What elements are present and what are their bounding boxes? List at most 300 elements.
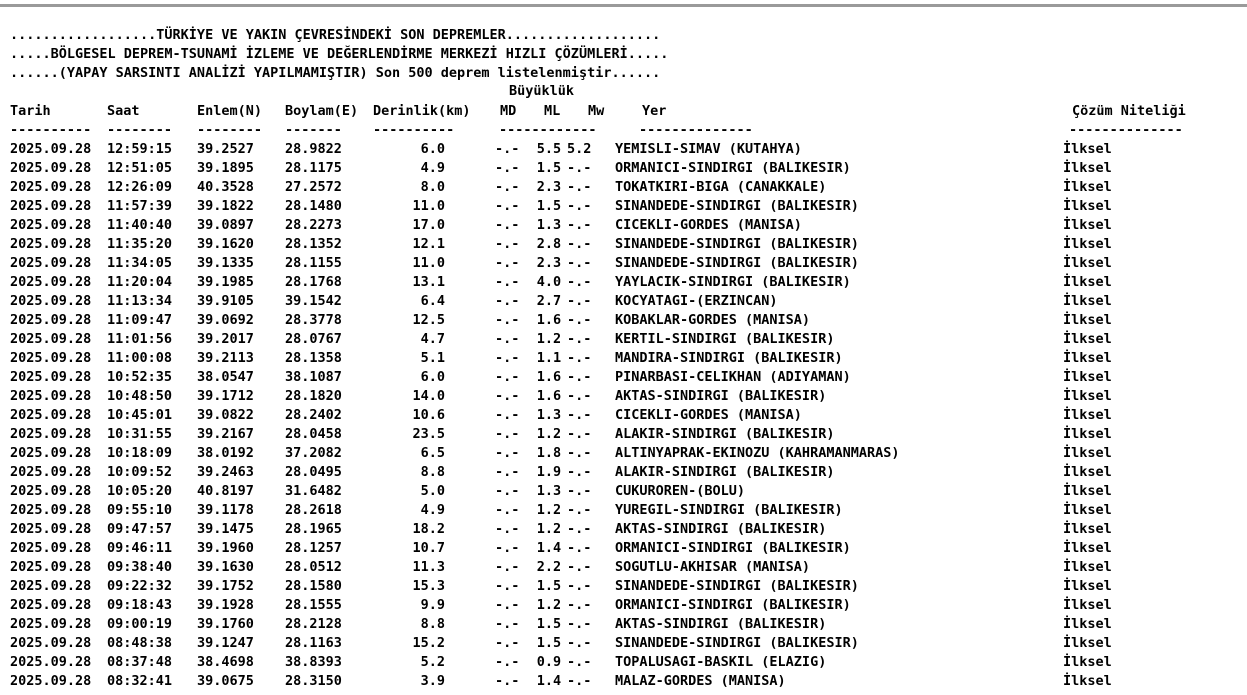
cell-cozum: İlksel	[1063, 312, 1112, 328]
magnitude-group-label: Büyüklük	[509, 83, 575, 99]
cell-cozum: İlksel	[1063, 426, 1112, 442]
cell-ml: 1.6	[536, 369, 562, 385]
cell-yer: SINANDEDE-SINDIRGI (BALIKESIR)	[615, 255, 859, 271]
cell-derinlik: 14.0	[412, 388, 445, 404]
cell-yer: KOCYATAGI-(ERZINCAN)	[615, 293, 778, 309]
cell-cozum: İlksel	[1063, 274, 1112, 290]
cell-ml: 1.5	[536, 198, 562, 214]
cell-enlem: 39.2463	[197, 464, 254, 480]
cell-enlem: 39.2167	[197, 426, 254, 442]
cell-enlem: 38.0192	[197, 445, 254, 461]
cell-boylam: 28.2402	[285, 407, 342, 423]
cell-enlem: 39.0692	[197, 312, 254, 328]
notice-line: ......(YAPAY SARSINTI ANALİZİ YAPILMAMIŞTIR) Son 500 deprem listelenmiştir......	[10, 65, 661, 81]
cell-tarih: 2025.09.28	[10, 654, 92, 670]
col-md: MD	[500, 103, 517, 119]
cell-md: -.-	[495, 255, 520, 271]
cell-ml: 1.3	[536, 217, 562, 233]
cell-enlem: 39.2527	[197, 141, 254, 157]
cell-enlem: 39.1178	[197, 502, 254, 518]
column-header-row	[10, 102, 1192, 121]
cell-enlem: 39.1822	[197, 198, 254, 214]
cell-boylam: 27.2572	[285, 179, 342, 195]
cell-cozum: İlksel	[1063, 578, 1112, 594]
cell-cozum: İlksel	[1063, 654, 1112, 670]
cell-ml: 2.8	[536, 236, 562, 252]
cell-boylam: 28.2618	[285, 502, 342, 518]
cell-derinlik: 5.2	[420, 654, 445, 670]
cell-tarih: 2025.09.28	[10, 483, 92, 499]
cell-saat: 08:48:38	[107, 635, 173, 651]
col-boylam: Boylam(E)	[285, 103, 359, 119]
cell-saat: 10:45:01	[107, 407, 173, 423]
cell-tarih: 2025.09.28	[10, 198, 92, 214]
cell-enlem: 39.1928	[197, 597, 254, 613]
cell-yer: AKTAS-SINDIRGI (BALIKESIR)	[615, 521, 827, 537]
table-row	[10, 425, 1192, 444]
cell-mw: -.-	[567, 331, 592, 347]
sep-derinlik: ----------	[373, 122, 455, 138]
cell-cozum: İlksel	[1063, 616, 1112, 632]
cell-ml: 1.5	[536, 578, 562, 594]
cell-mw: -.-	[567, 502, 592, 518]
cell-yer: SINANDEDE-SINDIRGI (BALIKESIR)	[615, 198, 859, 214]
earthquake-listing	[10, 26, 1192, 691]
subtitle-line: .....BÖLGESEL DEPREM-TSUNAMİ İZLEME VE DEĞERLENDİRME MERKEZİ HIZLI ÇÖZÜMLERİ.....	[10, 46, 669, 62]
cell-ml: 1.1	[536, 350, 562, 366]
col-ml: ML	[544, 103, 561, 119]
cell-enlem: 39.1752	[197, 578, 254, 594]
cell-yer: ORMANICI-SINDIRGI (BALIKESIR)	[615, 540, 851, 556]
cell-yer: KOBAKLAR-GORDES (MANISA)	[615, 312, 811, 328]
cell-tarih: 2025.09.28	[10, 236, 92, 252]
sep-saat: --------	[107, 122, 173, 138]
cell-ml: 2.3	[536, 179, 562, 195]
cell-mw: -.-	[567, 635, 592, 651]
cell-tarih: 2025.09.28	[10, 331, 92, 347]
sep-cozum: --------------	[1069, 122, 1183, 138]
table-row	[10, 197, 1192, 216]
cell-yer: AKTAS-SINDIRGI (BALIKESIR)	[615, 388, 827, 404]
sep-magnitude: ------------	[499, 122, 597, 138]
cell-boylam: 28.1480	[285, 198, 342, 214]
cell-derinlik: 11.0	[412, 255, 445, 271]
cell-ml: 1.2	[536, 521, 562, 537]
cell-derinlik: 11.0	[412, 198, 445, 214]
cell-tarih: 2025.09.28	[10, 141, 92, 157]
cell-saat: 10:05:20	[107, 483, 173, 499]
table-row	[10, 140, 1192, 159]
cell-enlem: 40.8197	[197, 483, 254, 499]
cell-md: -.-	[495, 217, 520, 233]
cell-md: -.-	[495, 179, 520, 195]
cell-yer: CICEKLI-GORDES (MANISA)	[615, 407, 802, 423]
cell-derinlik: 10.6	[412, 407, 445, 423]
cell-cozum: İlksel	[1063, 198, 1112, 214]
cell-md: -.-	[495, 407, 520, 423]
table-row	[10, 672, 1192, 691]
cell-boylam: 28.1155	[285, 255, 342, 271]
cell-enlem: 40.3528	[197, 179, 254, 195]
cell-ml: 2.2	[536, 559, 562, 575]
cell-derinlik: 15.3	[412, 578, 445, 594]
cell-md: -.-	[495, 635, 520, 651]
table-row	[10, 235, 1192, 254]
cell-ml: 0.9	[536, 654, 562, 670]
cell-saat: 11:57:39	[107, 198, 173, 214]
cell-md: -.-	[495, 673, 520, 689]
cell-cozum: İlksel	[1063, 255, 1112, 271]
cell-tarih: 2025.09.28	[10, 578, 92, 594]
cell-enlem: 39.2017	[197, 331, 254, 347]
cell-boylam: 28.1768	[285, 274, 342, 290]
cell-md: -.-	[495, 388, 520, 404]
cell-cozum: İlksel	[1063, 160, 1112, 176]
col-derinlik: Derinlik(km)	[373, 103, 471, 119]
cell-yer: SINANDEDE-SINDIRGI (BALIKESIR)	[615, 236, 859, 252]
cell-derinlik: 9.9	[420, 597, 445, 613]
cell-derinlik: 4.9	[420, 502, 445, 518]
cell-derinlik: 5.1	[420, 350, 445, 366]
cell-ml: 1.9	[536, 464, 562, 480]
cell-saat: 12:51:05	[107, 160, 173, 176]
table-row	[10, 178, 1192, 197]
cell-boylam: 31.6482	[285, 483, 342, 499]
cell-tarih: 2025.09.28	[10, 407, 92, 423]
cell-md: -.-	[495, 616, 520, 632]
cell-ml: 1.2	[536, 502, 562, 518]
cell-cozum: İlksel	[1063, 369, 1112, 385]
cell-boylam: 28.2128	[285, 616, 342, 632]
cell-boylam: 28.0512	[285, 559, 342, 575]
cell-tarih: 2025.09.28	[10, 274, 92, 290]
cell-mw: -.-	[567, 445, 592, 461]
cell-yer: ORMANICI-SINDIRGI (BALIKESIR)	[615, 160, 851, 176]
cell-yer: ALAKIR-SINDIRGI (BALIKESIR)	[615, 426, 835, 442]
cell-saat: 09:46:11	[107, 540, 173, 556]
cell-saat: 11:34:05	[107, 255, 173, 271]
cell-tarih: 2025.09.28	[10, 445, 92, 461]
cell-md: -.-	[495, 312, 520, 328]
cell-boylam: 38.1087	[285, 369, 342, 385]
cell-md: -.-	[495, 464, 520, 480]
cell-md: -.-	[495, 426, 520, 442]
cell-saat: 09:55:10	[107, 502, 173, 518]
cell-mw: -.-	[567, 540, 592, 556]
cell-ml: 1.8	[536, 445, 562, 461]
table-row	[10, 558, 1192, 577]
cell-derinlik: 5.0	[420, 483, 445, 499]
col-enlem: Enlem(N)	[197, 103, 263, 119]
cell-cozum: İlksel	[1063, 464, 1112, 480]
cell-ml: 1.3	[536, 483, 562, 499]
col-cozum: Çözüm Niteliği	[1072, 103, 1186, 119]
cell-mw: -.-	[567, 274, 592, 290]
cell-ml: 1.2	[536, 426, 562, 442]
cell-boylam: 28.1257	[285, 540, 342, 556]
cell-mw: -.-	[567, 521, 592, 537]
cell-saat: 11:35:20	[107, 236, 173, 252]
cell-mw: -.-	[567, 559, 592, 575]
cell-derinlik: 18.2	[412, 521, 445, 537]
cell-yer: YUREGIL-SINDIRGI (BALIKESIR)	[615, 502, 843, 518]
cell-saat: 11:40:40	[107, 217, 173, 233]
cell-boylam: 28.1175	[285, 160, 342, 176]
table-row	[10, 273, 1192, 292]
sep-boylam: -------	[285, 122, 342, 138]
cell-tarih: 2025.09.28	[10, 426, 92, 442]
cell-tarih: 2025.09.28	[10, 179, 92, 195]
cell-derinlik: 23.5	[412, 426, 445, 442]
cell-boylam: 28.1358	[285, 350, 342, 366]
cell-cozum: İlksel	[1063, 179, 1112, 195]
cell-boylam: 28.1965	[285, 521, 342, 537]
cell-boylam: 28.1163	[285, 635, 342, 651]
cell-ml: 1.2	[536, 597, 562, 613]
cell-md: -.-	[495, 597, 520, 613]
cell-boylam: 28.3150	[285, 673, 342, 689]
cell-saat: 11:00:08	[107, 350, 173, 366]
cell-tarih: 2025.09.28	[10, 597, 92, 613]
cell-cozum: İlksel	[1063, 597, 1112, 613]
cell-enlem: 39.1620	[197, 236, 254, 252]
cell-saat: 10:09:52	[107, 464, 173, 480]
cell-ml: 1.5	[536, 160, 562, 176]
cell-yer: KERTIL-SINDIRGI (BALIKESIR)	[615, 331, 835, 347]
cell-yer: CICEKLI-GORDES (MANISA)	[615, 217, 802, 233]
cell-md: -.-	[495, 483, 520, 499]
cell-cozum: İlksel	[1063, 350, 1112, 366]
cell-derinlik: 4.7	[420, 331, 445, 347]
cell-tarih: 2025.09.28	[10, 388, 92, 404]
cell-yer: CUKUROREN-(BOLU)	[615, 483, 746, 499]
cell-mw: -.-	[567, 179, 592, 195]
cell-enlem: 39.0822	[197, 407, 254, 423]
cell-ml: 2.3	[536, 255, 562, 271]
cell-cozum: İlksel	[1063, 635, 1112, 651]
cell-md: -.-	[495, 141, 520, 157]
table-row	[10, 596, 1192, 615]
cell-derinlik: 13.1	[412, 274, 445, 290]
cell-ml: 1.6	[536, 388, 562, 404]
cell-tarih: 2025.09.28	[10, 160, 92, 176]
col-saat: Saat	[107, 103, 140, 119]
earthquake-rows	[10, 140, 1192, 691]
cell-yer: ALTINYAPRAK-EKINOZU (KAHRAMANMARAS)	[615, 445, 900, 461]
cell-derinlik: 3.9	[420, 673, 445, 689]
cell-mw: -.-	[567, 464, 592, 480]
separator-row	[10, 121, 1192, 140]
cell-enlem: 39.9105	[197, 293, 254, 309]
cell-saat: 12:59:15	[107, 141, 173, 157]
table-row	[10, 482, 1192, 501]
table-row	[10, 387, 1192, 406]
cell-md: -.-	[495, 540, 520, 556]
table-row	[10, 254, 1192, 273]
cell-yer: SINANDEDE-SINDIRGI (BALIKESIR)	[615, 635, 859, 651]
cell-ml: 5.5	[536, 141, 562, 157]
cell-enlem: 39.1335	[197, 255, 254, 271]
top-horizontal-rule	[0, 4, 1247, 7]
cell-enlem: 39.1247	[197, 635, 254, 651]
cell-boylam: 28.1352	[285, 236, 342, 252]
cell-boylam: 28.3778	[285, 312, 342, 328]
cell-enlem: 39.0897	[197, 217, 254, 233]
cell-cozum: İlksel	[1063, 559, 1112, 575]
cell-enlem: 39.1712	[197, 388, 254, 404]
cell-derinlik: 8.8	[420, 616, 445, 632]
cell-cozum: İlksel	[1063, 293, 1112, 309]
cell-mw: -.-	[567, 673, 592, 689]
cell-derinlik: 11.3	[412, 559, 445, 575]
cell-mw: -.-	[567, 236, 592, 252]
cell-tarih: 2025.09.28	[10, 217, 92, 233]
cell-mw: -.-	[567, 350, 592, 366]
table-row	[10, 520, 1192, 539]
cell-saat: 12:26:09	[107, 179, 173, 195]
cell-saat: 10:18:09	[107, 445, 173, 461]
cell-saat: 10:48:50	[107, 388, 173, 404]
cell-derinlik: 8.0	[420, 179, 445, 195]
cell-tarih: 2025.09.28	[10, 312, 92, 328]
table-row	[10, 330, 1192, 349]
cell-derinlik: 4.9	[420, 160, 445, 176]
cell-saat: 11:20:04	[107, 274, 173, 290]
cell-tarih: 2025.09.28	[10, 616, 92, 632]
cell-saat: 11:01:56	[107, 331, 173, 347]
cell-derinlik: 6.5	[420, 445, 445, 461]
cell-enlem: 39.0675	[197, 673, 254, 689]
cell-mw: 5.2	[567, 141, 592, 157]
cell-saat: 11:09:47	[107, 312, 173, 328]
cell-saat: 09:00:19	[107, 616, 173, 632]
cell-derinlik: 10.7	[412, 540, 445, 556]
cell-cozum: İlksel	[1063, 331, 1112, 347]
cell-cozum: İlksel	[1063, 388, 1112, 404]
cell-ml: 2.7	[536, 293, 562, 309]
cell-cozum: İlksel	[1063, 483, 1112, 499]
cell-mw: -.-	[567, 654, 592, 670]
cell-cozum: İlksel	[1063, 673, 1112, 689]
cell-saat: 09:22:32	[107, 578, 173, 594]
cell-boylam: 28.0495	[285, 464, 342, 480]
cell-mw: -.-	[567, 255, 592, 271]
col-tarih: Tarih	[10, 103, 51, 119]
cell-boylam: 28.0767	[285, 331, 342, 347]
cell-ml: 1.3	[536, 407, 562, 423]
cell-cozum: İlksel	[1063, 217, 1112, 233]
cell-yer: TOPALUSAGI-BASKIL (ELAZIG)	[615, 654, 827, 670]
cell-mw: -.-	[567, 388, 592, 404]
cell-yer: TOKATKIRI-BIGA (CANAKKALE)	[615, 179, 827, 195]
cell-mw: -.-	[567, 616, 592, 632]
cell-yer: ORMANICI-SINDIRGI (BALIKESIR)	[615, 597, 851, 613]
cell-md: -.-	[495, 350, 520, 366]
cell-derinlik: 6.0	[420, 369, 445, 385]
table-row	[10, 577, 1192, 596]
cell-enlem: 39.1630	[197, 559, 254, 575]
cell-mw: -.-	[567, 160, 592, 176]
table-row	[10, 501, 1192, 520]
cell-cozum: İlksel	[1063, 521, 1112, 537]
cell-mw: -.-	[567, 293, 592, 309]
cell-ml: 1.2	[536, 331, 562, 347]
table-row	[10, 463, 1192, 482]
cell-enlem: 39.1475	[197, 521, 254, 537]
cell-cozum: İlksel	[1063, 407, 1112, 423]
cell-yer: YAYLACIK-SINDIRGI (BALIKESIR)	[615, 274, 851, 290]
cell-ml: 4.0	[536, 274, 562, 290]
cell-yer: AKTAS-SINDIRGI (BALIKESIR)	[615, 616, 827, 632]
cell-mw: -.-	[567, 217, 592, 233]
cell-md: -.-	[495, 445, 520, 461]
cell-md: -.-	[495, 331, 520, 347]
table-row	[10, 615, 1192, 634]
cell-mw: -.-	[567, 597, 592, 613]
cell-saat: 08:32:41	[107, 673, 173, 689]
cell-md: -.-	[495, 559, 520, 575]
cell-tarih: 2025.09.28	[10, 293, 92, 309]
cell-enlem: 39.1985	[197, 274, 254, 290]
spacer-line	[10, 83, 1192, 102]
cell-md: -.-	[495, 578, 520, 594]
cell-yer: SINANDEDE-SINDIRGI (BALIKESIR)	[615, 578, 859, 594]
cell-yer: MALAZ-GORDES (MANISA)	[615, 673, 786, 689]
cell-md: -.-	[495, 236, 520, 252]
title-line: ..................TÜRKİYE VE YAKIN ÇEVRESİNDEKİ SON DEPREMLER...................	[10, 27, 661, 43]
table-row	[10, 444, 1192, 463]
cell-tarih: 2025.09.28	[10, 521, 92, 537]
cell-saat: 08:37:48	[107, 654, 173, 670]
cell-ml: 1.5	[536, 616, 562, 632]
cell-saat: 11:13:34	[107, 293, 173, 309]
cell-md: -.-	[495, 369, 520, 385]
cell-saat: 09:38:40	[107, 559, 173, 575]
cell-md: -.-	[495, 274, 520, 290]
cell-boylam: 38.8393	[285, 654, 342, 670]
table-row	[10, 406, 1192, 425]
cell-enlem: 39.2113	[197, 350, 254, 366]
cell-derinlik: 12.1	[412, 236, 445, 252]
cell-enlem: 39.1960	[197, 540, 254, 556]
cell-ml: 1.4	[536, 540, 562, 556]
table-row	[10, 349, 1192, 368]
cell-tarih: 2025.09.28	[10, 559, 92, 575]
cell-enlem: 39.1760	[197, 616, 254, 632]
sep-enlem: --------	[197, 122, 263, 138]
cell-mw: -.-	[567, 312, 592, 328]
cell-md: -.-	[495, 654, 520, 670]
cell-derinlik: 17.0	[412, 217, 445, 233]
cell-derinlik: 8.8	[420, 464, 445, 480]
sep-tarih: ----------	[10, 122, 92, 138]
cell-cozum: İlksel	[1063, 445, 1112, 461]
table-row	[10, 368, 1192, 387]
col-mw: Mw	[588, 103, 605, 119]
cell-saat: 09:18:43	[107, 597, 173, 613]
table-row	[10, 292, 1192, 311]
table-row	[10, 653, 1192, 672]
cell-boylam: 28.1555	[285, 597, 342, 613]
cell-tarih: 2025.09.28	[10, 464, 92, 480]
cell-saat: 10:52:35	[107, 369, 173, 385]
cell-enlem: 38.0547	[197, 369, 254, 385]
cell-md: -.-	[495, 502, 520, 518]
table-row	[10, 634, 1192, 653]
cell-cozum: İlksel	[1063, 141, 1112, 157]
cell-boylam: 28.1580	[285, 578, 342, 594]
cell-ml: 1.5	[536, 635, 562, 651]
